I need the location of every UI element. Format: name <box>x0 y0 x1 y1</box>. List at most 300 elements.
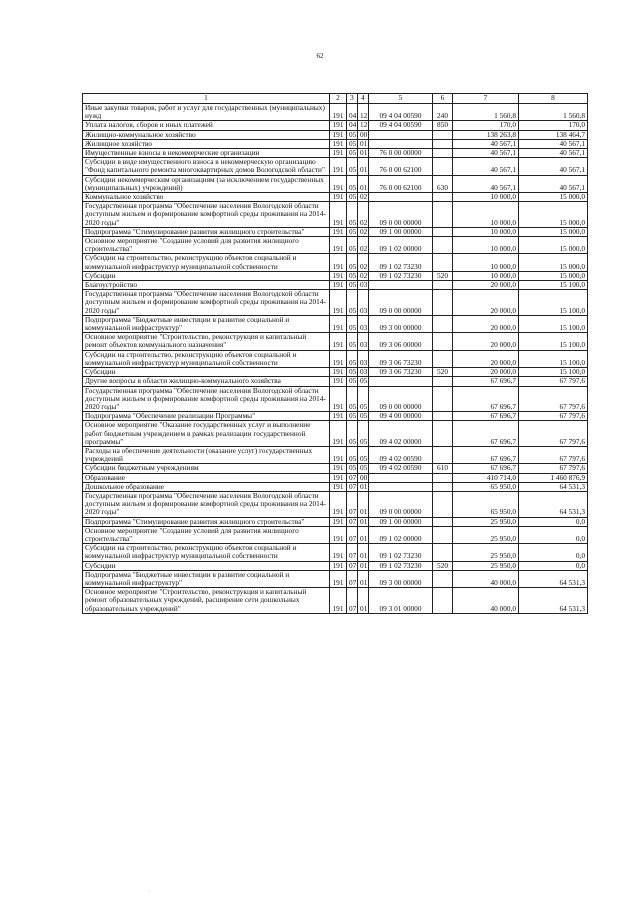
row-ministry-code-cell: 191 <box>330 237 347 254</box>
row-ministry-code-cell: 191 <box>330 570 347 587</box>
table-row <box>83 421 588 447</box>
row-target-article-cell: 09 1 02 73230 <box>369 271 433 280</box>
row-expense-type-cell: 630 <box>433 175 453 192</box>
row-subsection-cell: 05 <box>358 446 369 463</box>
row-amount-year1-cell: 40 567,1 <box>453 158 519 175</box>
row-subsection-cell: 05 <box>358 412 369 421</box>
row-name-cell: Государственная программа "Обеспечение населения Вологодской области доступным жильем и формирование комфортной среды проживания на 2014-2020 годы" <box>83 290 330 316</box>
table-row <box>83 412 588 421</box>
row-expense-type-cell <box>433 350 453 367</box>
row-amount-year1-cell: 67 696,7 <box>453 377 519 386</box>
row-section-cell: 05 <box>347 368 358 377</box>
row-target-article-cell: 09 4 00 00000 <box>369 412 433 421</box>
row-amount-year2-cell: 64 531,3 <box>519 588 588 614</box>
row-ministry-code-cell: 191 <box>330 121 347 130</box>
table-row <box>83 464 588 473</box>
row-expense-type-cell <box>433 386 453 412</box>
table-row <box>83 473 588 482</box>
table-row <box>83 517 588 526</box>
header-cell-4: 4 <box>358 94 369 104</box>
row-amount-year1-cell: 138 263,8 <box>453 130 519 139</box>
row-name-cell: Имущественные взносы в некоммерческие организации <box>83 149 330 158</box>
row-amount-year2-cell: 15 000,0 <box>519 202 588 228</box>
row-amount-year1-cell: 40 567,1 <box>453 139 519 148</box>
row-amount-year1-cell: 20 000,0 <box>453 350 519 367</box>
row-name-cell: Образование <box>83 473 330 482</box>
table-row <box>83 149 588 158</box>
row-amount-year2-cell: 67 797,6 <box>519 446 588 463</box>
table-row <box>83 227 588 236</box>
table-row <box>83 333 588 350</box>
row-name-cell: Дошкольное образование <box>83 482 330 491</box>
row-amount-year1-cell: 410 714,0 <box>453 473 519 482</box>
row-subsection-cell: 01 <box>358 139 369 148</box>
row-subsection-cell: 01 <box>358 517 369 526</box>
row-amount-year1-cell: 10 000,0 <box>453 254 519 271</box>
row-target-article-cell <box>369 482 433 491</box>
row-expense-type-cell <box>433 193 453 202</box>
row-section-cell: 05 <box>347 130 358 139</box>
row-amount-year1-cell: 10 000,0 <box>453 227 519 236</box>
row-section-cell: 07 <box>347 526 358 543</box>
row-name-cell: Субсидии на строительство, реконструкцию объектов социальной и коммунальной инфраструктур муниципальной собственности <box>83 544 330 561</box>
row-ministry-code-cell: 191 <box>330 386 347 412</box>
row-ministry-code-cell: 191 <box>330 139 347 148</box>
row-subsection-cell: 05 <box>358 464 369 473</box>
scan-artifact: · <box>148 889 150 895</box>
row-ministry-code-cell: 191 <box>330 130 347 139</box>
row-expense-type-cell <box>433 421 453 447</box>
header-cell-3: 3 <box>347 94 358 104</box>
row-target-article-cell: 09 1 00 00000 <box>369 227 433 236</box>
row-name-cell: Основное мероприятие "Строительство, реконструкция и капитальный ремонт образовательных учреждений, расширение сети дошкольных образовательных учреждений" <box>83 588 330 614</box>
row-amount-year1-cell: 40 000,0 <box>453 570 519 587</box>
row-amount-year2-cell: 15 100,0 <box>519 315 588 332</box>
row-amount-year1-cell: 20 000,0 <box>453 368 519 377</box>
table-body <box>83 94 588 614</box>
row-expense-type-cell <box>433 315 453 332</box>
row-name-cell: Субсидии на строительство, реконструкцию объектов социальной и коммунальной инфраструктур муниципальной собственности <box>83 254 330 271</box>
table-row <box>83 175 588 192</box>
row-ministry-code-cell: 191 <box>330 254 347 271</box>
row-section-cell: 05 <box>347 139 358 148</box>
row-section-cell: 05 <box>347 158 358 175</box>
row-section-cell: 05 <box>347 421 358 447</box>
row-section-cell: 05 <box>347 386 358 412</box>
row-section-cell: 05 <box>347 149 358 158</box>
table-row <box>83 315 588 332</box>
row-name-cell: Расходы на обеспечение деятельности (оказание услуг) государственных учреждений <box>83 446 330 463</box>
row-ministry-code-cell: 191 <box>330 350 347 367</box>
row-ministry-code-cell: 191 <box>330 464 347 473</box>
header-row <box>83 94 588 104</box>
row-name-cell: Иные закупки товаров, работ и услуг для государственных (муниципальных) нужд <box>83 104 330 121</box>
row-section-cell: 05 <box>347 377 358 386</box>
row-amount-year2-cell: 67 797,6 <box>519 412 588 421</box>
row-name-cell: Основное мероприятие "Создание условий для развития жилищного строительства" <box>83 237 330 254</box>
header-cell-2: 2 <box>330 94 347 104</box>
row-section-cell: 05 <box>347 237 358 254</box>
row-subsection-cell: 03 <box>358 350 369 367</box>
row-expense-type-cell <box>433 281 453 290</box>
row-ministry-code-cell: 191 <box>330 412 347 421</box>
table-row <box>83 237 588 254</box>
table-row <box>83 544 588 561</box>
row-subsection-cell: 03 <box>358 281 369 290</box>
row-section-cell: 07 <box>347 588 358 614</box>
row-section-cell: 05 <box>347 333 358 350</box>
row-expense-type-cell: 240 <box>433 104 453 121</box>
row-amount-year1-cell: 1 560,8 <box>453 104 519 121</box>
row-subsection-cell: 05 <box>358 377 369 386</box>
row-ministry-code-cell: 191 <box>330 588 347 614</box>
row-target-article-cell <box>369 473 433 482</box>
row-name-cell: Подпрограмма "Стимулирование развития жилищного строительства" <box>83 517 330 526</box>
row-expense-type-cell <box>433 446 453 463</box>
row-name-cell: Подпрограмма "Обеспечение реализации Программы" <box>83 412 330 421</box>
row-expense-type-cell: 520 <box>433 271 453 280</box>
row-name-cell: Подпрограмма "Бюджетные инвестиции в развитие социальной и коммунальной инфраструктур" <box>83 315 330 332</box>
row-amount-year2-cell: 15 000,0 <box>519 271 588 280</box>
row-expense-type-cell <box>433 254 453 271</box>
row-subsection-cell: 03 <box>358 315 369 332</box>
row-expense-type-cell: 610 <box>433 464 453 473</box>
row-ministry-code-cell: 191 <box>330 517 347 526</box>
row-section-cell: 05 <box>347 464 358 473</box>
row-subsection-cell: 01 <box>358 588 369 614</box>
row-subsection-cell: 02 <box>358 202 369 228</box>
row-amount-year1-cell: 67 696,7 <box>453 446 519 463</box>
row-target-article-cell: 76 0 00 62100 <box>369 175 433 192</box>
row-amount-year2-cell: 170,0 <box>519 121 588 130</box>
row-target-article-cell: 09 1 02 73230 <box>369 254 433 271</box>
row-expense-type-cell <box>433 202 453 228</box>
row-amount-year1-cell: 20 000,0 <box>453 315 519 332</box>
table-row <box>83 526 588 543</box>
row-name-cell: Субсидии <box>83 561 330 570</box>
row-target-article-cell: 09 4 02 00000 <box>369 421 433 447</box>
row-ministry-code-cell: 191 <box>330 193 347 202</box>
row-subsection-cell: 01 <box>358 561 369 570</box>
row-section-cell: 07 <box>347 561 358 570</box>
row-target-article-cell: 09 1 00 00000 <box>369 517 433 526</box>
row-section-cell: 04 <box>347 121 358 130</box>
row-subsection-cell: 01 <box>358 570 369 587</box>
row-expense-type-cell: 850 <box>433 121 453 130</box>
row-subsection-cell: 01 <box>358 482 369 491</box>
table-row <box>83 482 588 491</box>
row-target-article-cell: 09 1 02 73230 <box>369 544 433 561</box>
row-amount-year1-cell: 10 000,0 <box>453 237 519 254</box>
row-target-article-cell <box>369 193 433 202</box>
row-name-cell: Основное мероприятие "Создание условий для развития жилищного строительства" <box>83 526 330 543</box>
row-expense-type-cell <box>433 130 453 139</box>
row-target-article-cell: 09 1 02 00000 <box>369 526 433 543</box>
row-amount-year2-cell: 15 000,0 <box>519 254 588 271</box>
row-amount-year1-cell: 40 567,1 <box>453 149 519 158</box>
table-row <box>83 491 588 517</box>
row-name-cell: Основное мероприятие "Строительство, реконструкция и капитальный ремонт объектов коммунального назначения" <box>83 333 330 350</box>
header-cell-6: 6 <box>433 94 453 104</box>
row-target-article-cell <box>369 377 433 386</box>
row-expense-type-cell <box>433 544 453 561</box>
row-subsection-cell: 03 <box>358 368 369 377</box>
row-ministry-code-cell: 191 <box>330 491 347 517</box>
table-row <box>83 290 588 316</box>
row-target-article-cell: 09 0 00 00000 <box>369 202 433 228</box>
row-expense-type-cell <box>433 570 453 587</box>
table-row <box>83 104 588 121</box>
row-amount-year2-cell: 40 567,1 <box>519 149 588 158</box>
row-ministry-code-cell: 191 <box>330 158 347 175</box>
row-name-cell: Государственная программа "Обеспечение населения Вологодской области доступным жильем и формирование комфортной среды проживания на 2014-2020 годы" <box>83 386 330 412</box>
row-name-cell: Субсидии бюджетным учреждениям <box>83 464 330 473</box>
row-amount-year2-cell: 0,0 <box>519 517 588 526</box>
row-subsection-cell: 12 <box>358 104 369 121</box>
row-ministry-code-cell: 191 <box>330 175 347 192</box>
row-ministry-code-cell: 191 <box>330 368 347 377</box>
row-subsection-cell: 01 <box>358 526 369 543</box>
row-ministry-code-cell: 191 <box>330 315 347 332</box>
row-section-cell: 05 <box>347 290 358 316</box>
row-name-cell: Субсидии на строительство, реконструкцию объектов социальной и коммунальной инфраструктур муниципальной собственности <box>83 350 330 367</box>
row-amount-year2-cell: 0,0 <box>519 561 588 570</box>
row-subsection-cell: 05 <box>358 386 369 412</box>
row-amount-year2-cell: 0,0 <box>519 526 588 543</box>
page-number: 62 <box>316 52 324 60</box>
row-amount-year1-cell: 10 000,0 <box>453 202 519 228</box>
row-expense-type-cell: 520 <box>433 561 453 570</box>
row-amount-year2-cell: 1 560,8 <box>519 104 588 121</box>
table-row <box>83 350 588 367</box>
table-row <box>83 377 588 386</box>
row-amount-year2-cell: 67 797,6 <box>519 421 588 447</box>
row-amount-year2-cell: 15 100,0 <box>519 350 588 367</box>
row-target-article-cell: 09 4 02 00590 <box>369 446 433 463</box>
row-amount-year2-cell: 1 460 876,9 <box>519 473 588 482</box>
row-expense-type-cell <box>433 588 453 614</box>
row-section-cell: 05 <box>347 350 358 367</box>
row-section-cell: 05 <box>347 227 358 236</box>
row-amount-year1-cell: 40 000,0 <box>453 588 519 614</box>
row-amount-year1-cell: 170,0 <box>453 121 519 130</box>
row-target-article-cell <box>369 281 433 290</box>
row-ministry-code-cell: 191 <box>330 290 347 316</box>
row-name-cell: Основное мероприятие "Оказание государственных услуг и выполнение работ бюджетным учреждением в рамках реализации государственной программы" <box>83 421 330 447</box>
row-section-cell: 05 <box>347 254 358 271</box>
table-row <box>83 139 588 148</box>
row-target-article-cell <box>369 130 433 139</box>
row-ministry-code-cell: 191 <box>330 271 347 280</box>
row-section-cell: 07 <box>347 482 358 491</box>
row-ministry-code-cell: 191 <box>330 421 347 447</box>
table-row <box>83 368 588 377</box>
row-amount-year1-cell: 10 000,0 <box>453 271 519 280</box>
row-section-cell: 05 <box>347 271 358 280</box>
row-expense-type-cell <box>433 333 453 350</box>
row-expense-type-cell <box>433 473 453 482</box>
table-row <box>83 588 588 614</box>
table-row <box>83 271 588 280</box>
row-target-article-cell: 09 1 02 73230 <box>369 561 433 570</box>
row-expense-type-cell <box>433 517 453 526</box>
row-ministry-code-cell: 191 <box>330 544 347 561</box>
row-ministry-code-cell: 191 <box>330 561 347 570</box>
row-expense-type-cell <box>433 149 453 158</box>
row-name-cell: Жилищно-коммунальное хозяйство <box>83 130 330 139</box>
row-subsection-cell: 03 <box>358 290 369 316</box>
row-target-article-cell <box>369 139 433 148</box>
row-target-article-cell: 09 4 04 00590 <box>369 121 433 130</box>
row-ministry-code-cell: 191 <box>330 281 347 290</box>
row-ministry-code-cell: 191 <box>330 202 347 228</box>
row-subsection-cell: 05 <box>358 421 369 447</box>
table-row <box>83 446 588 463</box>
row-section-cell: 04 <box>347 104 358 121</box>
row-subsection-cell: 02 <box>358 227 369 236</box>
row-target-article-cell: 09 1 02 00000 <box>369 237 433 254</box>
row-ministry-code-cell: 191 <box>330 526 347 543</box>
row-target-article-cell: 09 3 00 00000 <box>369 570 433 587</box>
row-name-cell: Уплата налогов, сборов и иных платежей <box>83 121 330 130</box>
row-amount-year2-cell: 67 797,6 <box>519 464 588 473</box>
row-expense-type-cell <box>433 526 453 543</box>
row-amount-year1-cell: 65 950,0 <box>453 491 519 517</box>
row-expense-type-cell <box>433 290 453 316</box>
row-expense-type-cell <box>433 491 453 517</box>
row-expense-type-cell: 520 <box>433 368 453 377</box>
row-section-cell: 05 <box>347 202 358 228</box>
row-amount-year1-cell: 40 567,1 <box>453 175 519 192</box>
header-cell-5: 5 <box>369 94 433 104</box>
row-target-article-cell: 09 3 06 73230 <box>369 368 433 377</box>
row-subsection-cell: 02 <box>358 254 369 271</box>
row-name-cell: Жилищное хозяйство <box>83 139 330 148</box>
row-ministry-code-cell: 191 <box>330 227 347 236</box>
row-ministry-code-cell: 191 <box>330 473 347 482</box>
header-cell-7: 7 <box>453 94 519 104</box>
row-amount-year1-cell: 25 950,0 <box>453 526 519 543</box>
table-row <box>83 193 588 202</box>
row-amount-year2-cell: 64 531,3 <box>519 482 588 491</box>
row-name-cell: Коммунальное хозяйство <box>83 193 330 202</box>
row-amount-year2-cell: 15 100,0 <box>519 368 588 377</box>
row-name-cell: Подпрограмма "Бюджетные инвестиции в развитие социальной и коммунальной инфраструктур" <box>83 570 330 587</box>
row-target-article-cell: 09 3 00 00000 <box>369 315 433 332</box>
row-target-article-cell: 09 0 00 00000 <box>369 290 433 316</box>
row-target-article-cell: 09 4 02 00590 <box>369 464 433 473</box>
row-ministry-code-cell: 191 <box>330 149 347 158</box>
row-section-cell: 05 <box>347 315 358 332</box>
row-amount-year1-cell: 65 950,0 <box>453 482 519 491</box>
row-amount-year2-cell: 67 797,6 <box>519 386 588 412</box>
row-expense-type-cell <box>433 158 453 175</box>
header-cell-8: 8 <box>519 94 588 104</box>
row-name-cell: Благоустройство <box>83 281 330 290</box>
row-expense-type-cell <box>433 227 453 236</box>
row-subsection-cell: 01 <box>358 158 369 175</box>
table-row <box>83 254 588 271</box>
row-subsection-cell: 02 <box>358 193 369 202</box>
row-target-article-cell: 76 0 00 62100 <box>369 158 433 175</box>
row-amount-year1-cell: 25 950,0 <box>453 544 519 561</box>
row-section-cell: 05 <box>347 193 358 202</box>
row-subsection-cell: 01 <box>358 491 369 517</box>
row-amount-year1-cell: 67 696,7 <box>453 412 519 421</box>
row-amount-year2-cell: 15 100,0 <box>519 333 588 350</box>
row-name-cell: Субсидии в виде имущественного взноса в некоммерческую организацию "Фонд капитального ремонта многоквартирных домов Вологодской области" <box>83 158 330 175</box>
row-target-article-cell: 09 3 01 00000 <box>369 588 433 614</box>
row-amount-year1-cell: 25 950,0 <box>453 561 519 570</box>
row-subsection-cell: 12 <box>358 121 369 130</box>
row-amount-year2-cell: 138 464,7 <box>519 130 588 139</box>
row-subsection-cell: 02 <box>358 271 369 280</box>
row-amount-year1-cell: 25 950,0 <box>453 517 519 526</box>
row-ministry-code-cell: 191 <box>330 104 347 121</box>
row-target-article-cell: 09 3 06 00000 <box>369 333 433 350</box>
row-amount-year1-cell: 20 000,0 <box>453 333 519 350</box>
row-section-cell: 07 <box>347 517 358 526</box>
row-amount-year2-cell: 15 100,0 <box>519 281 588 290</box>
row-name-cell: Субсидии некоммерческим организациям (за исключением государственных (муниципальных) учреждений) <box>83 175 330 192</box>
row-name-cell: Субсидии <box>83 368 330 377</box>
table-row <box>83 121 588 130</box>
row-amount-year1-cell: 20 000,0 <box>453 290 519 316</box>
row-ministry-code-cell: 191 <box>330 333 347 350</box>
table-row <box>83 570 588 587</box>
row-amount-year2-cell: 0,0 <box>519 544 588 561</box>
row-name-cell: Подпрограмма "Стимулирование развития жилищного строительства" <box>83 227 330 236</box>
row-expense-type-cell <box>433 377 453 386</box>
row-amount-year1-cell: 67 696,7 <box>453 421 519 447</box>
row-subsection-cell: 00 <box>358 130 369 139</box>
row-amount-year2-cell: 40 567,1 <box>519 158 588 175</box>
table-row <box>83 130 588 139</box>
row-section-cell: 07 <box>347 473 358 482</box>
row-target-article-cell: 09 0 00 00000 <box>369 386 433 412</box>
row-section-cell: 05 <box>347 412 358 421</box>
row-target-article-cell: 76 0 00 00000 <box>369 149 433 158</box>
row-ministry-code-cell: 191 <box>330 482 347 491</box>
row-name-cell: Государственная программа "Обеспечение населения Вологодской области доступным жильем и формирование комфортной среды проживания на 2014-2020 годы" <box>83 491 330 517</box>
row-name-cell: Государственная программа "Обеспечение населения Вологодской области доступным жильем и формирование комфортной среды проживания на 2014-2020 годы" <box>83 202 330 228</box>
header-cell-1: 1 <box>83 94 330 104</box>
row-subsection-cell: 01 <box>358 149 369 158</box>
row-section-cell: 05 <box>347 281 358 290</box>
row-expense-type-cell <box>433 237 453 254</box>
row-expense-type-cell <box>433 139 453 148</box>
row-amount-year2-cell: 67 797,6 <box>519 377 588 386</box>
row-amount-year1-cell: 20 000,0 <box>453 281 519 290</box>
row-ministry-code-cell: 191 <box>330 377 347 386</box>
row-expense-type-cell <box>433 412 453 421</box>
row-amount-year2-cell: 64 531,3 <box>519 570 588 587</box>
row-amount-year2-cell: 15 000,0 <box>519 237 588 254</box>
row-subsection-cell: 00 <box>358 473 369 482</box>
row-subsection-cell: 03 <box>358 333 369 350</box>
row-subsection-cell: 01 <box>358 175 369 192</box>
row-target-article-cell: 09 3 06 73230 <box>369 350 433 367</box>
row-subsection-cell: 02 <box>358 237 369 254</box>
row-section-cell: 07 <box>347 544 358 561</box>
row-amount-year2-cell: 40 567,1 <box>519 139 588 148</box>
row-section-cell: 07 <box>347 491 358 517</box>
row-target-article-cell: 09 4 04 00590 <box>369 104 433 121</box>
row-amount-year1-cell: 67 696,7 <box>453 464 519 473</box>
row-amount-year2-cell: 40 567,1 <box>519 175 588 192</box>
table-row <box>83 281 588 290</box>
row-section-cell: 07 <box>347 570 358 587</box>
